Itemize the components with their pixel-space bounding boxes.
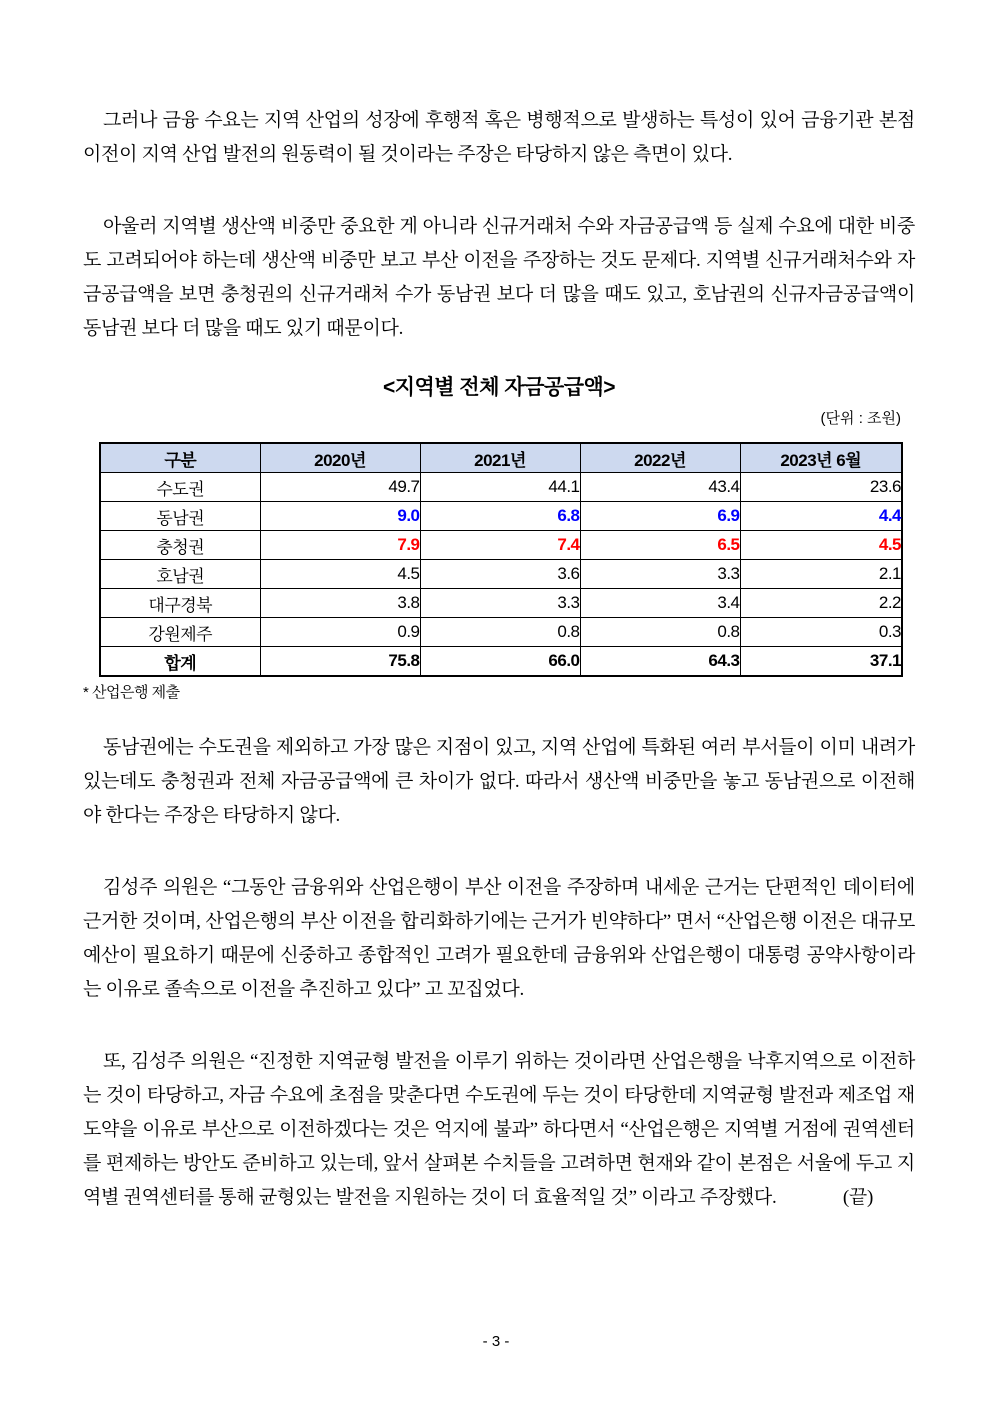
cell-value: 3.3 (580, 560, 740, 589)
cell-value: 3.6 (420, 560, 580, 589)
cell-value: 37.1 (740, 647, 902, 677)
paragraph-3: 동남권에는 수도권을 제외하고 가장 많은 지점이 있고, 지역 산업에 특화된 여러 부서들이 이미 내려가 있는데도 충청권과 전체 자금공급액에 큰 차이가 없다. 따라서 생산액 비중만을 놓고 동남권으로 이전해야 한다는 주장은 타당하지 않다. (83, 737, 915, 826)
cell-value: 49.7 (260, 473, 420, 502)
cell-value: 7.9 (260, 531, 420, 560)
col-header-2022: 2022년 (580, 443, 740, 473)
row-label: 호남권 (100, 560, 260, 589)
cell-value: 3.4 (580, 589, 740, 618)
page-number: - 3 - (482, 1333, 510, 1350)
table-row-gangwonjeju (100, 618, 902, 647)
table-row-total (100, 647, 902, 677)
table-row-daegugyeongbuk (100, 589, 902, 618)
end-mark: (끝) (842, 1187, 873, 1208)
paragraph-5-text: 또, 김성주 의원은 “진정한 지역균형 발전을 이루기 위하는 것이라면 산업은행을 낙후지역으로 이전하는 것이 타당하고, 자금 수요에 초점을 맞춘다면 수도권에 두는 것이 타당한데 지역균형 발전과 제조업 재도약을 이유로 부산으로 이전하겠다는 것은 억지에 불과” 하다면서 “산업은행은 지역별 거점에 권역센터를 편제하는 방안도 준비하고 있는데, 앞서 살펴본 수치들을 고려하면 현재와 같이 본점은 서울에 두고 지역별 권역센터를 통해 균형있는 발전을 지원하는 것이 더 효율적일 것” 이라고 주장했다. (83, 1051, 915, 1208)
paragraph-1: 그러나 금융 수요는 지역 산업의 성장에 후행적 혹은 병행적으로 발생하는 특성이 있어 금융기관 본점 이전이 지역 산업 발전의 원동력이 될 것이라는 주장은 타당하지 않은 측면이 있다. (83, 110, 915, 165)
row-label: 합계 (100, 647, 260, 677)
table-footnote: * 산업은행 제출 (83, 684, 180, 701)
col-header-2021: 2021년 (420, 443, 580, 473)
cell-value: 23.6 (740, 473, 902, 502)
col-header-2020: 2020년 (260, 443, 420, 473)
cell-value: 0.9 (260, 618, 420, 647)
cell-value: 43.4 (580, 473, 740, 502)
cell-value: 44.1 (420, 473, 580, 502)
cell-value: 4.4 (740, 502, 902, 531)
cell-value: 2.2 (740, 589, 902, 618)
cell-value: 0.8 (580, 618, 740, 647)
paragraph-2: 아울러 지역별 생산액 비중만 중요한 게 아니라 신규거래처 수와 자금공급액 등 실제 수요에 대한 비중도 고려되어야 하는데 생산액 비중만 보고 부산 이전을 주장하는 것도 문제다. 지역별 신규거래처수와 자금공급액을 보면 충청권의 신규거래처 수가 동남권 보다 더 많을 때도 있고, 호남권의 신규자금공급액이 동남권 보다 더 많을 때도 있기 때문이다. (83, 216, 915, 339)
cell-value: 6.9 (580, 502, 740, 531)
col-header-2023-06: 2023년 6월 (740, 443, 902, 473)
cell-value: 64.3 (580, 647, 740, 677)
table-header-row (100, 443, 902, 473)
row-label: 수도권 (100, 473, 260, 502)
cell-value: 4.5 (740, 531, 902, 560)
cell-value: 4.5 (260, 560, 420, 589)
fund-supply-table (99, 442, 903, 677)
cell-value: 2.1 (740, 560, 902, 589)
cell-value: 7.4 (420, 531, 580, 560)
col-header-gubun: 구분 (100, 443, 260, 473)
unit-note: (단위 : 조원) (820, 410, 901, 427)
cell-value: 0.3 (740, 618, 902, 647)
row-label: 충청권 (100, 531, 260, 560)
cell-value: 6.8 (420, 502, 580, 531)
cell-value: 3.8 (260, 589, 420, 618)
cell-value: 9.0 (260, 502, 420, 531)
table-row-dongnamgwon (100, 502, 902, 531)
page-content (83, 0, 915, 1215)
table-title: <지역별 전체 자금공급액> (382, 376, 616, 399)
row-label: 강원제주 (100, 618, 260, 647)
table-row-sudogwon (100, 473, 902, 502)
table-row-chungcheonggwon (100, 531, 902, 560)
cell-value: 0.8 (420, 618, 580, 647)
cell-value: 3.3 (420, 589, 580, 618)
table-row-honamgwon (100, 560, 902, 589)
row-label: 동남권 (100, 502, 260, 531)
row-label: 대구경북 (100, 589, 260, 618)
cell-value: 6.5 (580, 531, 740, 560)
cell-value: 75.8 (260, 647, 420, 677)
paragraph-5 (83, 1045, 915, 1215)
cell-value: 66.0 (420, 647, 580, 677)
paragraph-4: 김성주 의원은 “그동안 금융위와 산업은행이 부산 이전을 주장하며 내세운 근거는 단편적인 데이터에 근거한 것이며, 산업은행의 부산 이전을 합리화하기에는 근거가 빈약하다” 면서 “산업은행 이전은 대규모 예산이 필요하기 때문에 신중하고 종합적인 고려가 필요한데 금융위와 산업은행이 대통령 공약사항이라는 이유로 졸속으로 이전을 추진하고 있다” 고 꼬집었다. (83, 877, 915, 1000)
